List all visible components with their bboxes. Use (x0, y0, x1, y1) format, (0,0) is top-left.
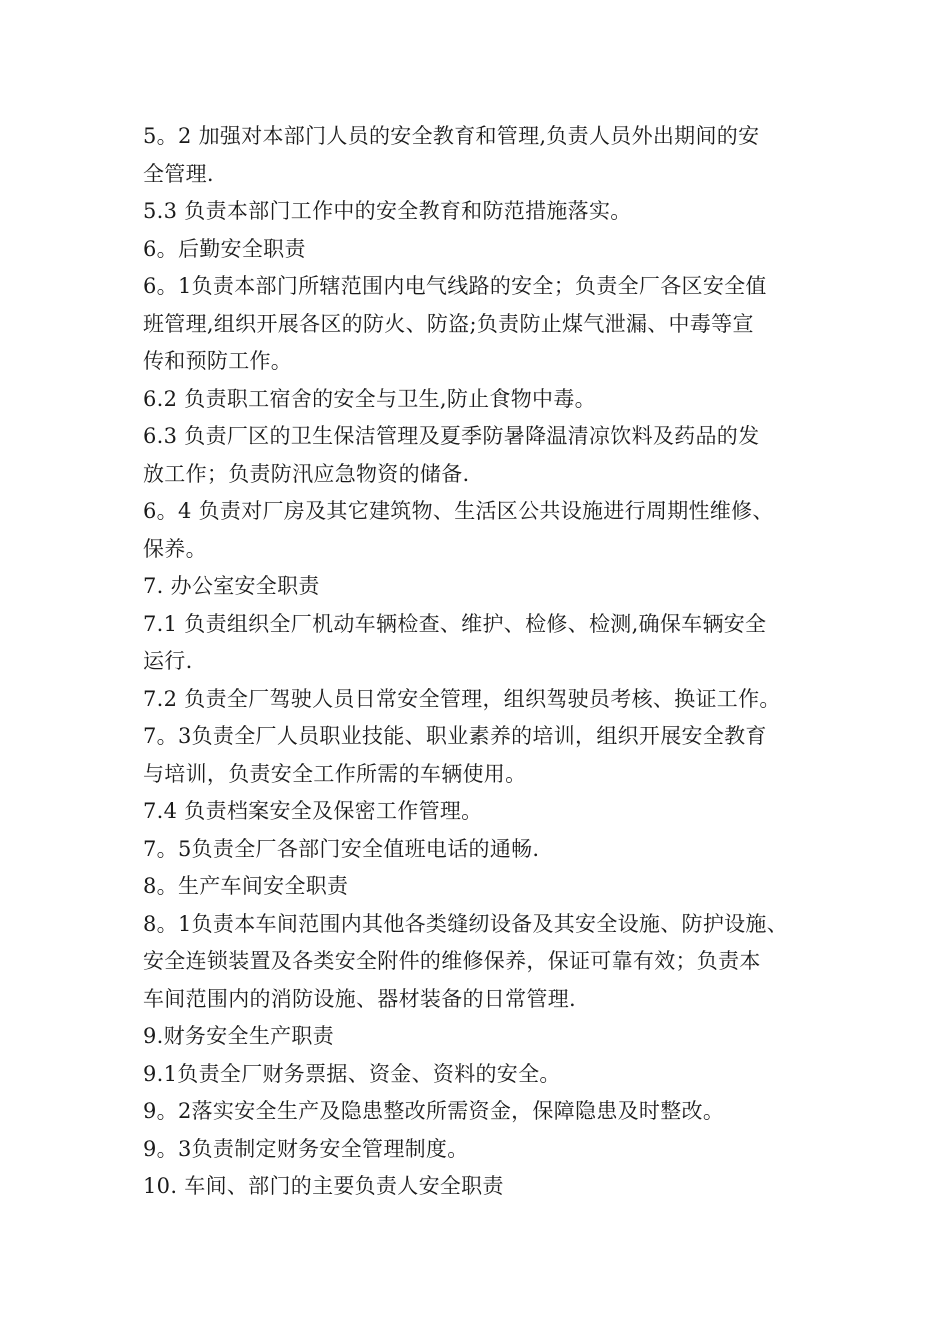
document-page (143, 118, 843, 1206)
text-line: 传和预防工作。 (143, 349, 293, 373)
text-line: 6。4 负责对厂房及其它建筑物、生活区公共设施进行周期性维修、 (143, 499, 774, 523)
text-line: 7.4 负责档案安全及保密工作管理。 (143, 799, 483, 823)
text-line: 7。3负责全厂人员职业技能、职业素养的培训，组织开展安全教育 (143, 724, 767, 748)
text-line: 9。2落实安全生产及隐患整改所需资金，保障隐患及时整改。 (143, 1099, 725, 1123)
text-line: 9.财务安全生产职责 (143, 1024, 335, 1048)
text-line: 7.1 负责组织全厂机动车辆检查、维护、检修、检测,确保车辆安全 (143, 611, 767, 636)
text-line: 与培训，负责安全工作所需的车辆使用。 (143, 761, 527, 786)
text-line: 8。1负责本车间范围内其他各类缝纫设备及其安全设施、防护设施、 (143, 911, 789, 936)
text-line: 7。5负责全厂各部门安全值班电话的通畅. (143, 836, 540, 861)
text-line: 9。3负责制定财务安全管理制度。 (143, 1136, 469, 1161)
text-line: 9.1负责全厂财务票据、资金、资料的安全。 (143, 1061, 561, 1086)
text-line: 7.2 负责全厂驾驶人员日常安全管理，组织驾驶员考核、换证工作。 (143, 686, 781, 711)
text-line: 5.3 负责本部门工作中的安全教育和防范措施落实。 (143, 199, 632, 223)
text-line: 6.2 负责职工宿舍的安全与卫生,防止食物中毒。 (143, 386, 596, 411)
text-line: 6。后勤安全职责 (143, 236, 306, 261)
text-line: 车间范围内的消防设施、器材装备的日常管理. (143, 986, 576, 1011)
text-line: 7. 办公室安全职责 (143, 574, 320, 598)
text-line: 安全连锁装置及各类安全附件的维修保养，保证可靠有效；负责本 (143, 949, 761, 973)
text-line: 6.3 负责厂区的卫生保洁管理及夏季防暑降温清凉饮料及药品的发 (143, 424, 760, 448)
text-line: 保养。 (143, 536, 207, 561)
text-line: 6。1负责本部门所辖范围内电气线路的安全；负责全厂各区安全值 (143, 274, 767, 298)
text-line: 放工作；负责防汛应急物资的储备. (143, 461, 470, 486)
text-line: 班管理,组织开展各区的防火、防盗;负责防止煤气泄漏、中毒等宣 (143, 311, 754, 336)
text-line: 5。2 加强对本部门人员的安全教育和管理,负责人员外出期间的安 (143, 124, 760, 148)
text-line: 8。生产车间安全职责 (143, 874, 349, 898)
text-line: 10. 车间、部门的主要负责人安全职责 (143, 1174, 504, 1198)
text-line: 全管理. (143, 161, 214, 186)
text-line: 运行. (143, 649, 193, 673)
